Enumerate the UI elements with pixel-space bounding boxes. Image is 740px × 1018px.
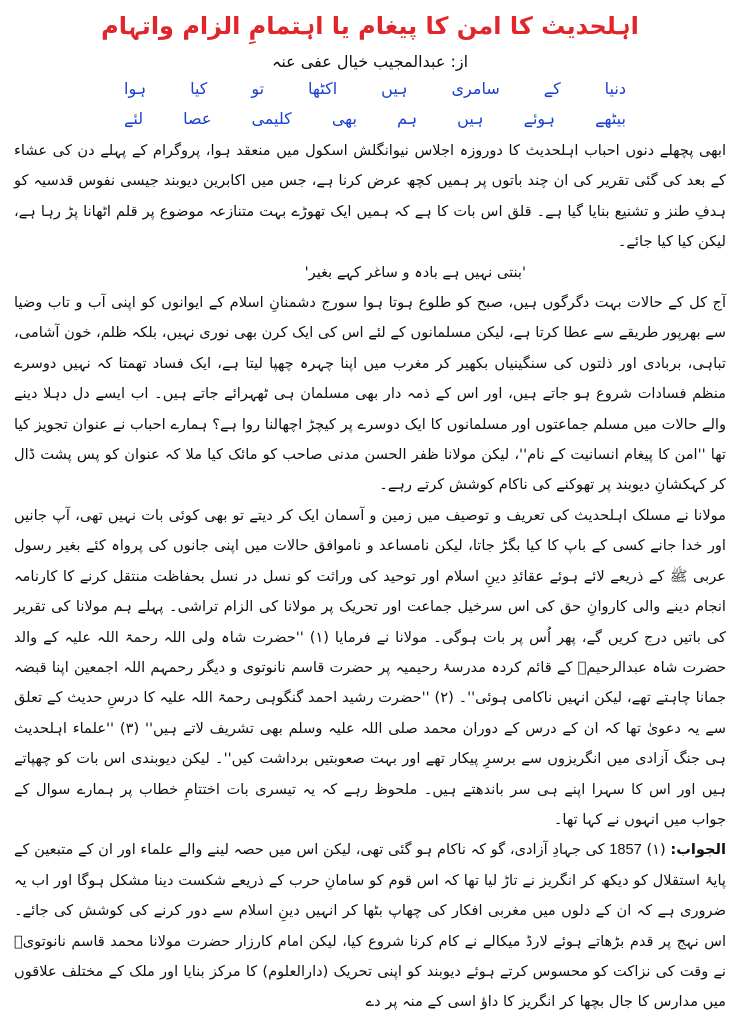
verse-word: کلیمی bbox=[251, 109, 292, 128]
verse-line-1 bbox=[14, 76, 726, 106]
verse-word: ہوئے bbox=[523, 109, 556, 128]
verse-word: ہم bbox=[397, 109, 418, 128]
verse-word: بیٹھے bbox=[595, 109, 626, 128]
verse-word: اکٹھا bbox=[308, 79, 338, 98]
verse-word: کیا bbox=[190, 79, 208, 98]
paragraph-answer bbox=[14, 835, 726, 1017]
answer-number: (۱) bbox=[646, 841, 666, 859]
article-title: اہلحدیث کا امن کا پیغام یا اہتمامِ الزام واتہام bbox=[101, 12, 639, 40]
paragraph-conditions: آج کل کے حالات بہت دگرگوں ہیں، صبح کو طلوع ہوتا ہوا سورج دشمنانِ اسلام کے ایوانوں کو اپنی آب و تاب وضیا سے بھرپور طریقے سے عطا کرتا ہے، لیکن مسلمانوں کے لئے اس کی ایک کرن بھی نوری نہیں، بلکہ ظلم، خون آشامی، تباہی، بربادی اور ذلتوں کی سنگینیاں بکھیر کر مغرب میں اپنا چہرہ چھپا لیتا ہے، ایک فساد تھمتا کہ نہیں دوسرے منظم فسادات شروع ہو جاتے ہیں، اور اس کے ذمہ دار بھی مسلمان ہی ٹھہرائے جاتے ہیں۔ اب ایسے دل دہلا دینے والے حالات میں مسلم جماعتوں اور مسلمانوں کا ایک دوسرے پر کیچڑ اچھالنا روا ہے؟ ہمارے احباب نے عنوان تجویز کیا تھا ''امن کا پیغام انسانیت کے نام''، لیکن مولانا ظفر الحسن مدنی صاحب کو مائک کیا ملا کہ عنوان کو پس پشت ڈال کر کہکشانِ دیوبند پر تھوکنے کی ناکام کوشش کرتے رہے۔ bbox=[14, 294, 726, 494]
verse-word: بھی bbox=[331, 109, 358, 128]
verse-word: دنیا bbox=[604, 79, 626, 98]
verse-word: ہیں bbox=[381, 79, 408, 98]
verse-word: لئے bbox=[124, 109, 144, 128]
verse-word: تو bbox=[251, 79, 265, 98]
author-byline: از: عبدالمجیب خیال عفی عنہ bbox=[271, 52, 469, 71]
verse-word: کے bbox=[543, 79, 561, 98]
answer-label: الجواب: bbox=[670, 841, 727, 859]
answer-year: 1857 bbox=[609, 842, 642, 859]
verse-word: سامری bbox=[451, 79, 500, 98]
quote-verse: 'بنتی نہیں ہے بادہ و ساغر کہے بغیر' bbox=[304, 263, 526, 281]
verse-word: عصا bbox=[183, 109, 212, 128]
verse-line-2 bbox=[14, 106, 726, 136]
verse-word: ہوا bbox=[124, 79, 147, 98]
answer-text: کی جہادِ آزادی، گو کہ ناکام ہو گئی تھی، لیکن اس میں حصہ لینے والے علماء اور ان کے متبعین کے پایۂ استقلال کو دیکھ کر انگریز نے تاڑ لیا تھا کہ اس قوم کو سامانِ حرب کے ذریعے شکست دینا مشکل ہوگا اور اب یہ ضروری ہے کہ ان کے دلوں میں مغربی افکار کی چھاپ بٹھا کر انہیں دینِ اسلام سے دور کرنے کی کوشش کی جائے۔ اس نہج پر قدم بڑھاتے ہوئے لارڈ میکالے نے کام کرنا شروع کیا، لیکن امام کارزار حضرت مولانا محمد قاسم نانوتویؒ نے وقت کی نزاکت کو محسوس کرتے ہوئے دیوبند کو اپنی تحریک (دارالعلوم) کا مرکز بنایا اور ملک کے مختلف علاقوں میں مدارس کا جال بچھا کر انگریز کا داؤ اسی کے منہ پر دے bbox=[14, 841, 726, 1011]
paragraph-intro: ابھی پچھلے دنوں احباب اہلحدیث کا دوروزہ اجلاس نیوانگلش اسکول میں منعقد ہوا، پروگرام کے پہلے دن کی عشاء کے بعد کی گئی تقریر کی ان چند باتوں پر ہمیں کچھ عرض کرنا ہے، جس میں اکابرین دیوبند جیسی نفوس قدسیہ کو ہدفِ طنز و تشنیع بنایا گیا ہے۔ قلق اس بات کا ہے کہ ہمیں ایک تھوڑے بہت متنازعہ موضوع پر قلم اٹھانا پڑ رہا ہے، لیکن کیا کیا جائے۔ bbox=[14, 142, 726, 251]
verse-word: ہیں bbox=[457, 109, 484, 128]
paragraph-speech-points: مولانا نے مسلک اہلحدیث کی تعریف و توصیف میں زمین و آسمان ایک کر دیتے تو بھی کوئی بات نہیں تھی، آپ جانیں اور خدا جانے کسی کے باپ کا کیا بگڑ جاتا، لیکن نامساعد و ناموافق حالات میں اپنی جانوں کی پرواہ کئے بغیر رسول عربی ﷺ کے ذریعے لائے ہوئے عقائدِ دینِ اسلام اور توحید کی وراثت کو نسل در نسل بحفاظت منتقل کرنے کا کارنامہ انجام دینے والی کاروانِ حق کی اس سرخیل جماعت اور تحریک پر مولانا کی الزام تراشی۔ پہلے ہم مولانا کی تقریر کی باتیں درج کریں گے، پھر اُس پر بات ہوگی۔ مولانا نے فرمایا (۱) ''حضرت شاہ ولی اللہ رحمۃ اللہ علیہ کے والد حضرت شاہ عبدالرحیمؒ کے قائم کردہ مدرسۂ رحیمیہ پر حضرت قاسم نانوتوی و دیگر رحمہم اللہ اجمعین اپنا قبضہ جمانا چاہتے تھے، لیکن انہیں ناکامی ہوئی''۔ (۲) ''حضرت رشید احمد گنگوہی رحمۃ اللہ علیہ کا درسِ حدیث کے تعلق سے یہ دعویٰ تھا کہ ان کے درس کے دوران محمد صلی اللہ علیہ وسلم بھی تشریف لاتے ہیں'' (۳) ''علماء اہلحدیث ہی جنگ آزادی میں انگریزوں سے برسرِ پیکار تھے اور بہت صعوبتیں برداشت کیں''۔ لیکن دیوبندی اس بات کو چھپاتے ہیں اور اس کا سہرا اپنے ہی سر باندھتے ہیں۔ ملحوظ رہے کہ یہ تیسری بات اختتامِ خطاب پر ہمارے سوال کے جواب میں انہوں نے کہا تھا۔ bbox=[14, 506, 726, 828]
